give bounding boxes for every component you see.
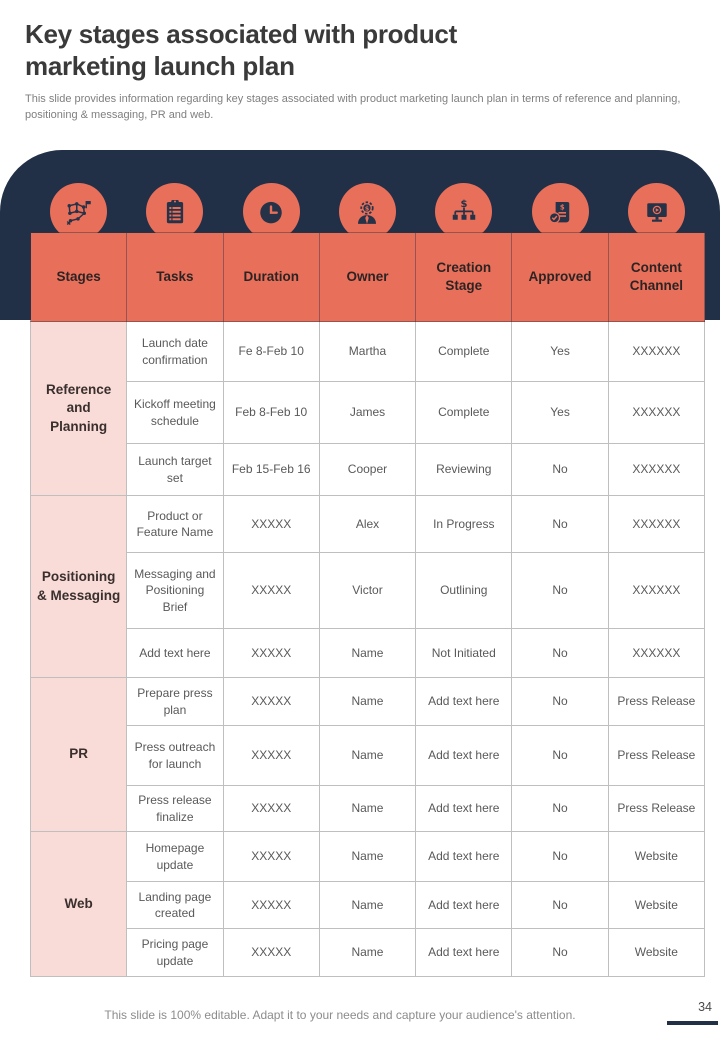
duration-cell: Fe 8-Feb 10 bbox=[223, 322, 319, 382]
column-header-stages: Stages bbox=[31, 233, 127, 322]
creation-stage-cell: Not Initiated bbox=[416, 629, 512, 678]
table-row bbox=[31, 553, 705, 629]
header-row bbox=[31, 233, 705, 322]
task-cell: Pricing page update bbox=[127, 929, 223, 977]
approved-cell: No bbox=[512, 882, 608, 929]
column-header-content-channel: Content Channel bbox=[608, 233, 704, 322]
owner-cell: Name bbox=[319, 929, 415, 977]
column-header-tasks: Tasks bbox=[127, 233, 223, 322]
task-cell: Launch target set bbox=[127, 444, 223, 496]
creation-stage-cell: Complete bbox=[416, 382, 512, 444]
owner-cell: Name bbox=[319, 726, 415, 786]
creation-stage-cell: Add text here bbox=[416, 929, 512, 977]
content-channel-cell: Press Release bbox=[608, 786, 704, 832]
approved-cell: No bbox=[512, 678, 608, 726]
owner-cell: Name bbox=[319, 832, 415, 882]
task-cell: Kickoff meeting schedule bbox=[127, 382, 223, 444]
duration-cell: XXXXX bbox=[223, 882, 319, 929]
owner-cell: Martha bbox=[319, 322, 415, 382]
creation-stage-cell: Outlining bbox=[416, 553, 512, 629]
content-channel-cell: XXXXXX bbox=[608, 629, 704, 678]
page-number-underline bbox=[667, 1021, 718, 1025]
table-row bbox=[31, 832, 705, 882]
creation-stage-cell: In Progress bbox=[416, 496, 512, 553]
content-channel-cell: Website bbox=[608, 832, 704, 882]
approved-cell: No bbox=[512, 786, 608, 832]
approved-cell: No bbox=[512, 832, 608, 882]
page-number: 34 bbox=[698, 1000, 712, 1014]
task-cell: Product or Feature Name bbox=[127, 496, 223, 553]
creation-stage-cell: Add text here bbox=[416, 786, 512, 832]
table-row bbox=[31, 678, 705, 726]
svg-text:$: $ bbox=[365, 204, 370, 212]
approved-cell: No bbox=[512, 929, 608, 977]
owner-cell: Victor bbox=[319, 553, 415, 629]
column-header-duration: Duration bbox=[223, 233, 319, 322]
approved-cell: No bbox=[512, 444, 608, 496]
page-title: Key stages associated with product marketing launch plan bbox=[25, 19, 457, 82]
content-channel-cell: Press Release bbox=[608, 678, 704, 726]
duration-cell: XXXXX bbox=[223, 496, 319, 553]
svg-text:$: $ bbox=[560, 203, 565, 211]
approved-cell: Yes bbox=[512, 322, 608, 382]
duration-cell: Feb 8-Feb 10 bbox=[223, 382, 319, 444]
table-row bbox=[31, 322, 705, 382]
stage-group-cell: Web bbox=[31, 832, 127, 977]
duration-cell: XXXXX bbox=[223, 553, 319, 629]
duration-cell: XXXXX bbox=[223, 678, 319, 726]
task-cell: Press release finalize bbox=[127, 786, 223, 832]
task-cell: Prepare press plan bbox=[127, 678, 223, 726]
owner-cell: Name bbox=[319, 786, 415, 832]
creation-stage-cell: Add text here bbox=[416, 882, 512, 929]
creation-stage-cell: Reviewing bbox=[416, 444, 512, 496]
approved-cell: No bbox=[512, 726, 608, 786]
owner-cell: James bbox=[319, 382, 415, 444]
content-channel-cell: XXXXXX bbox=[608, 382, 704, 444]
page-subtitle: This slide provides information regarding key stages associated with product marketing launch plan in terms of reference and planning, positioning & messaging, PR and web. bbox=[25, 93, 681, 121]
table-row bbox=[31, 382, 705, 444]
table-row bbox=[31, 726, 705, 786]
content-channel-cell: XXXXXX bbox=[608, 322, 704, 382]
launch-plan-table bbox=[30, 232, 705, 977]
duration-cell: Feb 15-Feb 16 bbox=[223, 444, 319, 496]
column-header-creation-stage: Creation Stage bbox=[416, 233, 512, 322]
content-channel-cell: Website bbox=[608, 929, 704, 977]
owner-cell: Name bbox=[319, 678, 415, 726]
content-channel-cell: XXXXXX bbox=[608, 444, 704, 496]
task-cell: Launch date confirmation bbox=[127, 322, 223, 382]
column-header-owner: Owner bbox=[319, 233, 415, 322]
duration-cell: XXXXX bbox=[223, 786, 319, 832]
task-cell: Add text here bbox=[127, 629, 223, 678]
column-header-approved: Approved bbox=[512, 233, 608, 322]
content-channel-cell: Press Release bbox=[608, 726, 704, 786]
duration-cell: XXXXX bbox=[223, 629, 319, 678]
table-row bbox=[31, 629, 705, 678]
owner-cell: Cooper bbox=[319, 444, 415, 496]
table-wrap bbox=[30, 232, 705, 977]
creation-stage-cell: Complete bbox=[416, 322, 512, 382]
owner-cell: Name bbox=[319, 629, 415, 678]
creation-stage-cell: Add text here bbox=[416, 678, 512, 726]
owner-cell: Name bbox=[319, 882, 415, 929]
approved-cell: No bbox=[512, 629, 608, 678]
creation-stage-cell: Add text here bbox=[416, 832, 512, 882]
task-cell: Messaging and Positioning Brief bbox=[127, 553, 223, 629]
stage-group-cell: Reference and Planning bbox=[31, 322, 127, 496]
approved-cell: No bbox=[512, 496, 608, 553]
table-row bbox=[31, 444, 705, 496]
duration-cell: XXXXX bbox=[223, 929, 319, 977]
table-row bbox=[31, 786, 705, 832]
approved-cell: No bbox=[512, 553, 608, 629]
table-row bbox=[31, 882, 705, 929]
table-row bbox=[31, 496, 705, 553]
content-channel-cell: Website bbox=[608, 882, 704, 929]
stage-group-cell: Positioning & Messaging bbox=[31, 496, 127, 678]
stage-group-cell: PR bbox=[31, 678, 127, 832]
duration-cell: XXXXX bbox=[223, 832, 319, 882]
duration-cell: XXXXX bbox=[223, 726, 319, 786]
task-cell: Press outreach for launch bbox=[127, 726, 223, 786]
table-row bbox=[31, 929, 705, 977]
creation-stage-cell: Add text here bbox=[416, 726, 512, 786]
task-cell: Landing page created bbox=[127, 882, 223, 929]
footer-note: This slide is 100% editable. Adapt it to your needs and capture your audience's attention. bbox=[104, 1008, 576, 1022]
content-channel-cell: XXXXXX bbox=[608, 496, 704, 553]
task-cell: Homepage update bbox=[127, 832, 223, 882]
content-channel-cell: XXXXXX bbox=[608, 553, 704, 629]
svg-text:$: $ bbox=[460, 198, 468, 210]
approved-cell: Yes bbox=[512, 382, 608, 444]
owner-cell: Alex bbox=[319, 496, 415, 553]
